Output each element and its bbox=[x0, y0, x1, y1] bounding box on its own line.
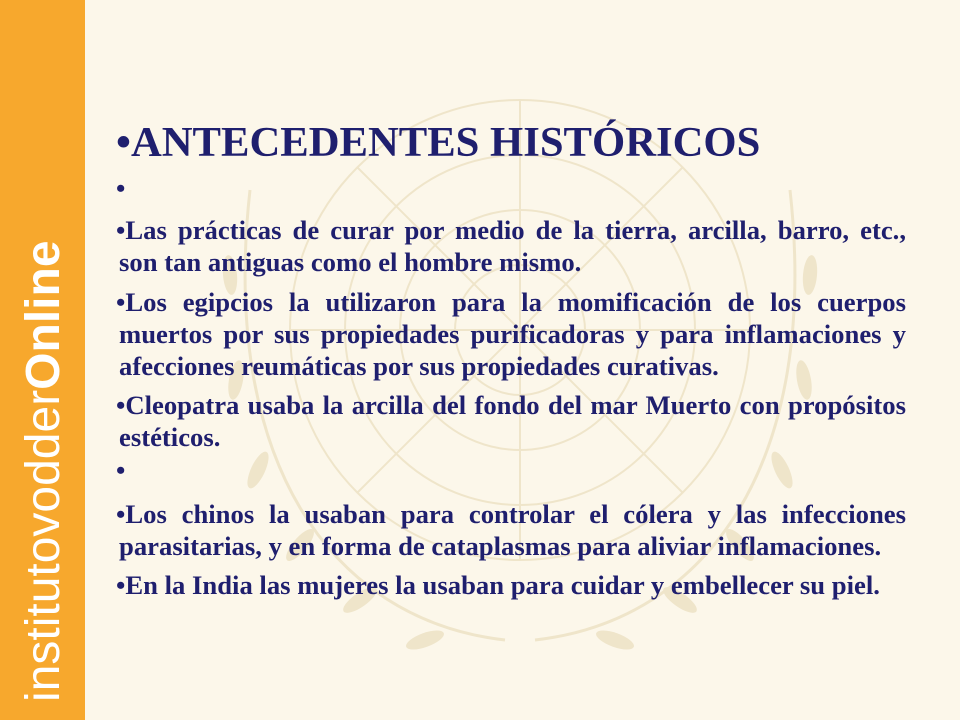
bullet-dot: • bbox=[116, 173, 126, 203]
olive-leaf bbox=[404, 627, 446, 654]
slide-title bbox=[116, 117, 906, 168]
bullet-text: Los chinos la usaban para controlar el cólera y las infecciones bbox=[125, 499, 906, 529]
bullet-item-empty bbox=[116, 454, 906, 486]
bullet-line bbox=[116, 389, 906, 421]
bullet-line bbox=[116, 454, 906, 486]
bullet-item bbox=[116, 214, 906, 278]
bullet-text: Las prácticas de curar por medio de la tierra, arcilla, barro, etc., bbox=[125, 215, 906, 245]
bullet-dot: • bbox=[116, 455, 126, 485]
bullet-dot: • bbox=[116, 287, 126, 317]
bullet-dot: • bbox=[116, 215, 126, 245]
bullet-text: Cleopatra usaba la arcilla del fondo del mar Muerto con propósitos bbox=[125, 390, 906, 420]
bullet-line bbox=[116, 318, 906, 350]
slide-content bbox=[116, 117, 906, 601]
bullet-line bbox=[116, 569, 906, 601]
bullet-line bbox=[116, 214, 906, 246]
bullet-dot: • bbox=[116, 570, 126, 600]
bullet-item bbox=[116, 569, 906, 601]
bullet-dot: • bbox=[116, 390, 126, 420]
olive-leaf bbox=[594, 627, 636, 654]
bullet-text: En la India las mujeres la usaban para cuidar y embellecer su piel. bbox=[125, 570, 880, 600]
bullet-item bbox=[116, 498, 906, 562]
bullet-line bbox=[116, 530, 906, 562]
bullet-dot: • bbox=[116, 499, 126, 529]
bullet-line bbox=[116, 498, 906, 530]
bullet-text: Los egipcios la utilizaron para la momificación de los cuerpos bbox=[125, 287, 906, 317]
bullet-line bbox=[116, 421, 906, 453]
bullet-text: afecciones reumáticas por sus propiedades curativas. bbox=[119, 351, 719, 381]
title-text: ANTECEDENTES HISTÓRICOS bbox=[130, 119, 761, 166]
bullet-text: estéticos. bbox=[119, 422, 221, 452]
bullet-item-empty bbox=[116, 172, 906, 204]
bullet-line bbox=[116, 172, 906, 204]
bullet-line bbox=[116, 286, 906, 318]
brand-name-light: institutovodder bbox=[17, 389, 70, 702]
brand-sidebar bbox=[0, 0, 85, 720]
brand-logo-text bbox=[17, 222, 70, 702]
bullet-item bbox=[116, 389, 906, 453]
bullet-text: parasitarias, y en forma de cataplasmas para aliviar inflamaciones. bbox=[119, 531, 882, 561]
brand-name-bold: Online bbox=[17, 240, 70, 390]
bullet-line bbox=[116, 350, 906, 382]
bullet-text: muertos por sus propiedades purificadoras y para inflamaciones y bbox=[119, 319, 906, 349]
bullet-line bbox=[116, 246, 906, 278]
title-bullet: • bbox=[116, 119, 131, 166]
bullet-item bbox=[116, 286, 906, 382]
bullet-text: son tan antiguas como el hombre mismo. bbox=[119, 247, 582, 277]
